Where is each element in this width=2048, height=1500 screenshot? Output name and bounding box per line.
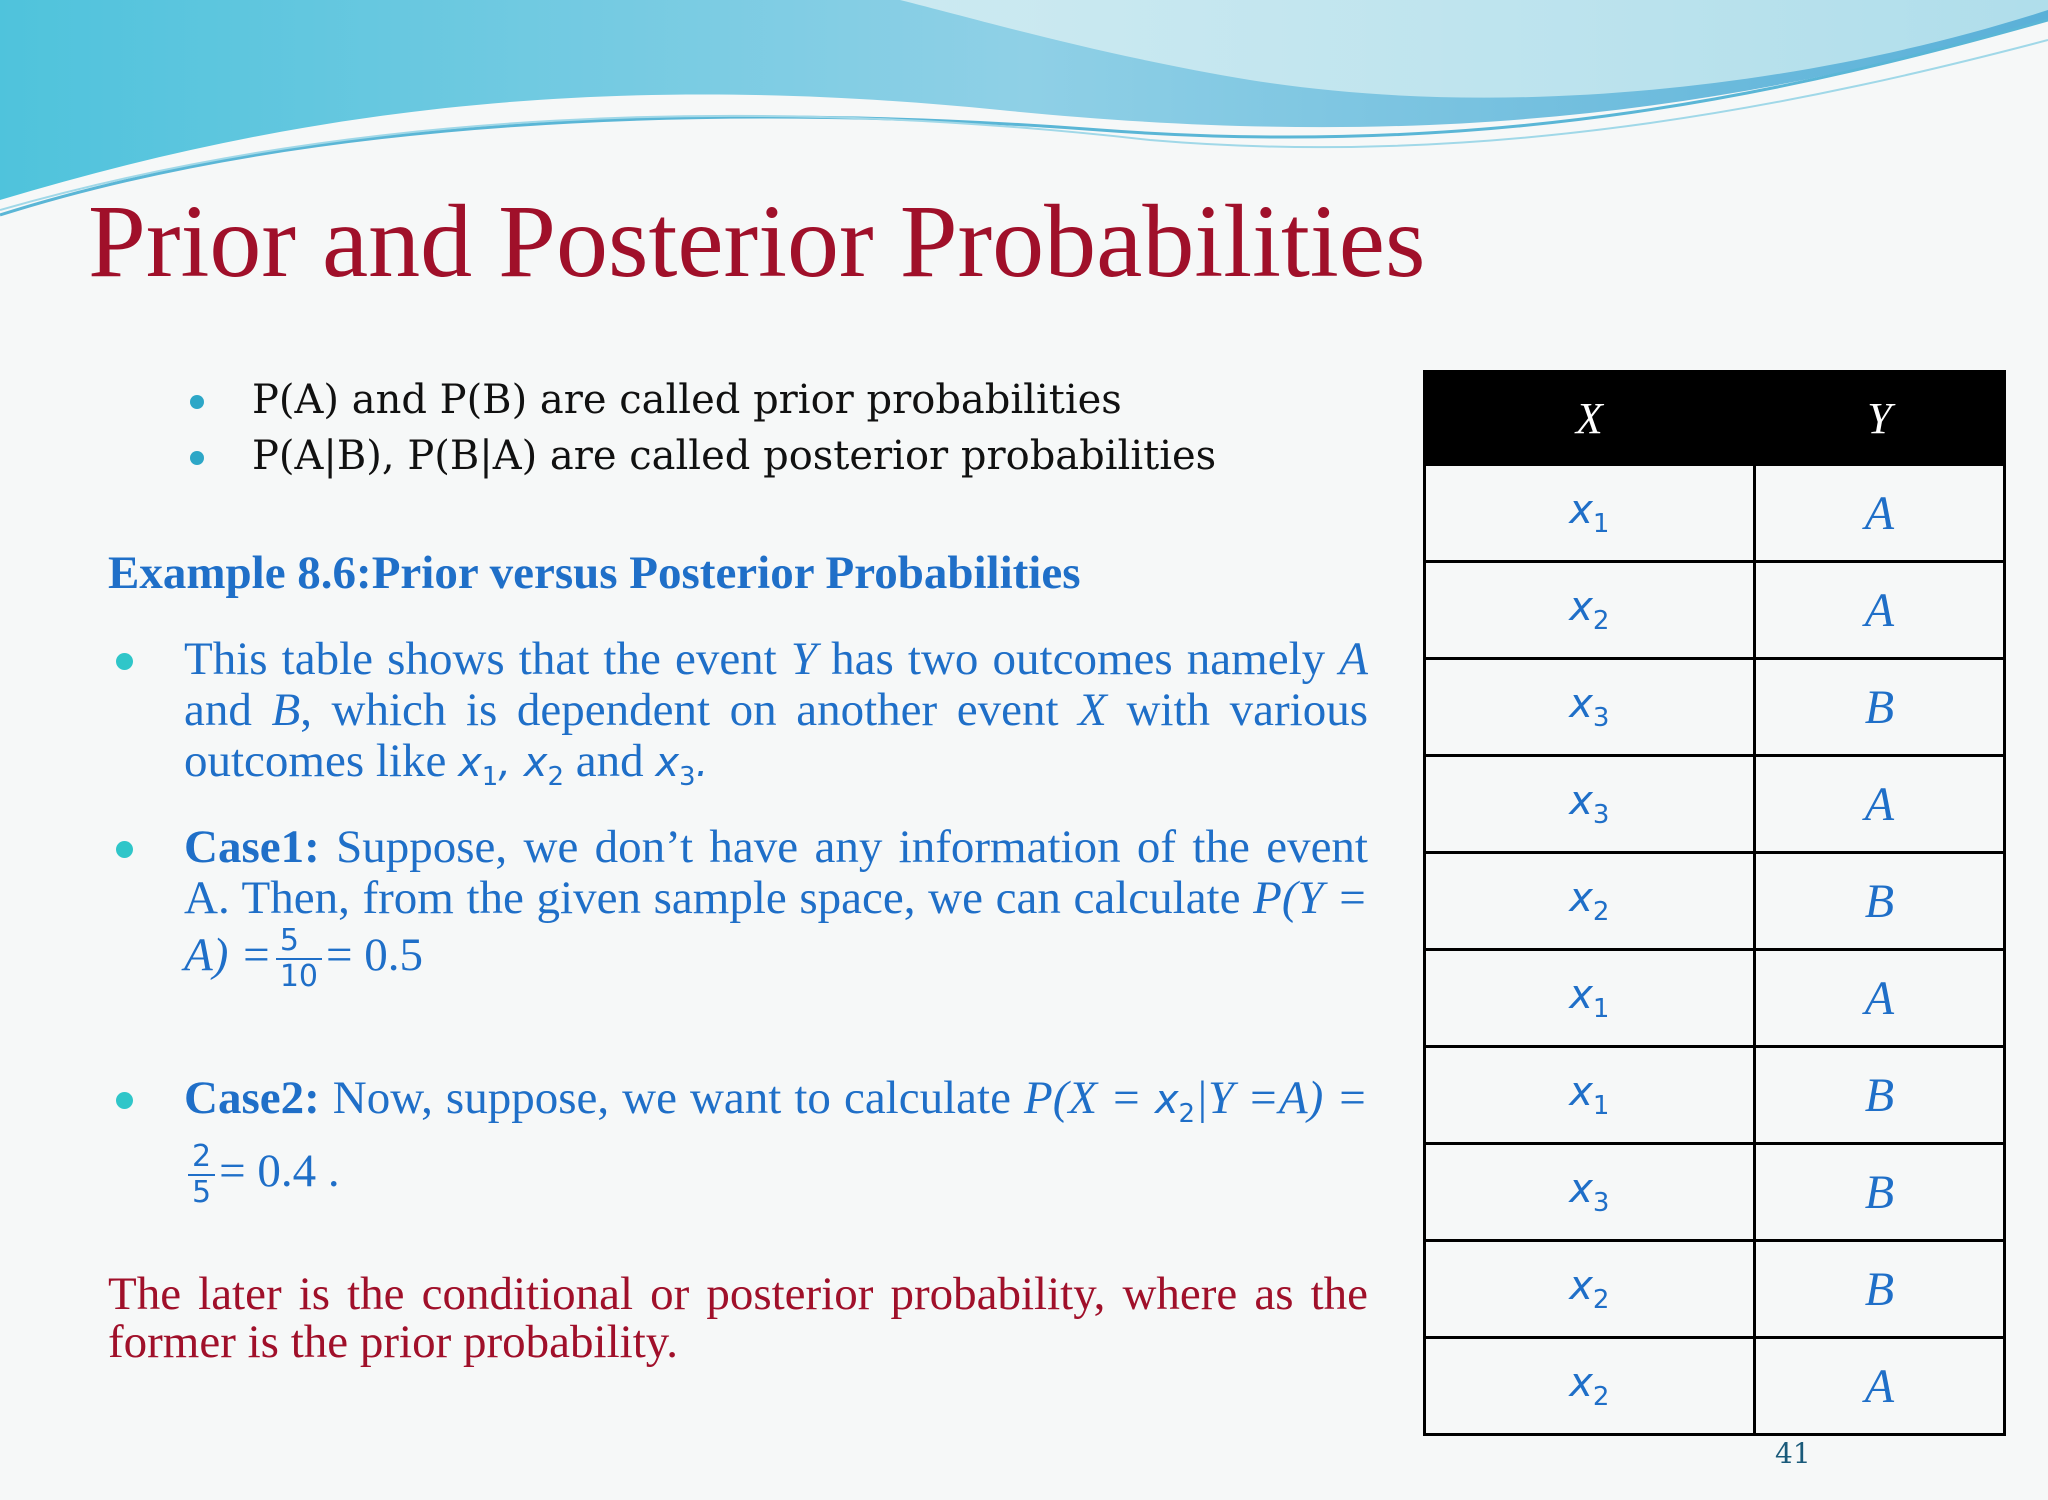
y-cell: A bbox=[1754, 950, 2004, 1047]
fraction: $\frac{2}{5}$ bbox=[188, 1140, 215, 1210]
table-row bbox=[1425, 1241, 2005, 1338]
slide-title: Prior and Posterior Probabilities bbox=[88, 184, 1426, 299]
y-cell: B bbox=[1754, 1241, 2004, 1338]
table-row bbox=[1425, 1047, 2005, 1144]
table-row bbox=[1425, 853, 2005, 950]
y-cell: A bbox=[1754, 756, 2004, 853]
fraction: $\frac{5}{10}$ bbox=[276, 924, 322, 994]
conclusion-text: The later is the conditional or posterior probability, where as the former is the prior probability. bbox=[108, 1268, 1368, 1368]
y-cell: B bbox=[1754, 853, 2004, 950]
x-cell: $x_3$ bbox=[1425, 1144, 1755, 1241]
column-header-y: Y bbox=[1754, 372, 2004, 465]
y-cell: B bbox=[1754, 659, 2004, 756]
paragraph-text: This table shows that the event Y has two outcomes namely A and B, which is dependent on another event X with various outcomes like $x_1$, $x_2$ and $x_3$. bbox=[184, 633, 1369, 792]
paragraph-case1 bbox=[108, 822, 1368, 994]
table-row bbox=[1425, 465, 2005, 562]
x-cell: $x_1$ bbox=[1425, 465, 1755, 562]
bullet-icon bbox=[116, 653, 133, 670]
paragraph-case2 bbox=[108, 1073, 1368, 1210]
x-cell: $x_3$ bbox=[1425, 756, 1755, 853]
table-row bbox=[1425, 562, 2005, 659]
list-item bbox=[190, 372, 1190, 428]
y-cell: A bbox=[1754, 1338, 2004, 1435]
bullet-icon bbox=[190, 451, 204, 465]
table-row bbox=[1425, 756, 2005, 853]
sample-space-table bbox=[1423, 370, 2006, 1436]
y-cell: A bbox=[1754, 465, 2004, 562]
x-cell: $x_2$ bbox=[1425, 1241, 1755, 1338]
x-cell: $x_2$ bbox=[1425, 853, 1755, 950]
paragraph-text: Case2: Now, suppose, we want to calculate $P(X = x_2|Y =A)$ = $\frac{2}{5}$ = 0.4 . bbox=[184, 1072, 1368, 1210]
column-header-x: X bbox=[1425, 372, 1755, 465]
bullet-text: P(A|B), P(B|A) are called posterior probabilities bbox=[252, 433, 1217, 479]
table-row bbox=[1425, 659, 2005, 756]
y-cell: A bbox=[1754, 562, 2004, 659]
bullet-icon bbox=[116, 841, 133, 858]
list-item bbox=[190, 428, 1217, 484]
y-cell: B bbox=[1754, 1144, 2004, 1241]
bullet-icon bbox=[116, 1092, 133, 1109]
y-cell: B bbox=[1754, 1047, 2004, 1144]
bullet-icon bbox=[190, 395, 204, 409]
table-header-row bbox=[1425, 372, 2005, 465]
example-heading: Example 8.6:Prior versus Posterior Probabilities bbox=[108, 547, 1081, 599]
x-cell: $x_1$ bbox=[1425, 950, 1755, 1047]
table-row bbox=[1425, 1144, 2005, 1241]
paragraph-text: Case1: Suppose, we don’t have any information of the event A. Then, from the given sample space, we can calculate P(Y = A) = $\frac{5}{10}$ = 0.5 bbox=[184, 821, 1368, 994]
x-cell: $x_1$ bbox=[1425, 1047, 1755, 1144]
table-row bbox=[1425, 950, 2005, 1047]
definition-list bbox=[190, 372, 1217, 484]
x-cell: $x_2$ bbox=[1425, 562, 1755, 659]
bullet-text: P(A) and P(B) are called prior probabilities bbox=[252, 377, 1122, 423]
page-number: 41 bbox=[1775, 1437, 1811, 1470]
x-cell: $x_3$ bbox=[1425, 659, 1755, 756]
paragraph-table-description bbox=[108, 634, 1368, 803]
table-row bbox=[1425, 1338, 2005, 1435]
x-cell: $x_2$ bbox=[1425, 1338, 1755, 1435]
